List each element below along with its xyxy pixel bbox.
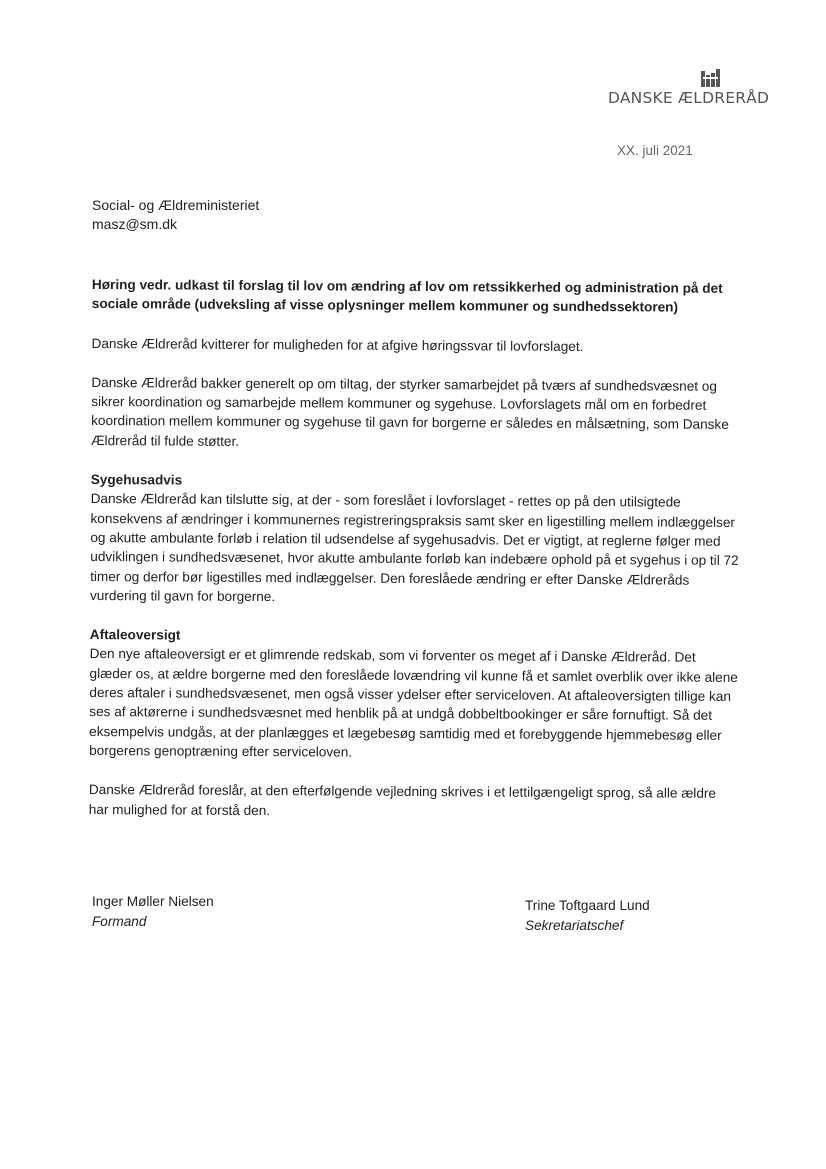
- organization-logo: [608, 68, 768, 107]
- logo-mark-icon: [700, 68, 722, 88]
- signer-name: Trine Toftgaard Lund: [525, 898, 650, 913]
- signature-left: [92, 892, 214, 931]
- signer-role: Sekretariatschef: [525, 917, 624, 933]
- signer-name: Inger Møller Nielsen: [92, 894, 214, 909]
- letter-date: XX. juli 2021: [617, 143, 693, 158]
- signer-role: Formand: [92, 913, 147, 929]
- section-body-sygehusadvis: Danske Ældreråd kan tilslutte sig, at der - som foreslået i lovforslaget - rettes op på den utilsigtede konsekvens af ændringer i kommunernes registreringspraksis samt sker en ligestilling mellem indlæggelser og akutte ambulante forløb i relation til udsendelse af sygehusadvis. Det er vigtigt, at reglerne følger med udviklingen i sundhedsvæsenet, hvor akutte ambulante forløb kan indebære ophold på et sygehus i op til 72 timer og derfor bør ligestilles med indlæggelser. Den foreslåede ændring er efter Danske Ældreråds vurdering til gavn for borgerne.: [89, 491, 739, 604]
- recipient-email: masz@sm.dk: [92, 216, 177, 232]
- signature-block: [92, 892, 692, 952]
- paragraph-1: Danske Ældreråd bakker generelt op om tiltag, der styrker samarbejdet på tværs af sundhedsvæsnet og sikrer koordination og samarbejde mellem kommuner og sygehuse. Lovforslagets mål om en forbedret koordination mellem kommuner og sygehuse til gavn for borgerne er således en målsætning, som Danske Ældreråd til fulde støtter.: [90, 374, 729, 449]
- section-body-aftaleoversigt: Den nye aftaleoversigt er et glimrende redskab, som vi forventer os meget af i Danske Ældreråd. Det glæder os, at ældre borgerne med den foreslåede lovændring vil kunne få et samlet overblik over ikke alene deres aftaler i sundhedsvæsenet, men også visser ydelser efter serviceloven. At aftaleoversigten tillige kan ses af aktørerne i sundhedsvæsnet med henblik på at undgå dobbeltbookinger er såre fornuftigt. Så det eksempelvis undgås, at der planlægges et lægebesøg samtidig med et forebyggende hjemmebesøg eller borgerens genoptræning efter serviceloven.: [89, 646, 738, 760]
- intro-paragraph: Danske Ældreråd kvitterer for muligheden for at afgive høringssvar til lovforslaget.: [91, 335, 584, 354]
- signature-right: [525, 896, 650, 935]
- closing-paragraph: Danske Ældreråd foreslår, at den efterfølgende vejledning skrives i et lettilgængeligt sprog, så alle ældre har mulighed for at forstå den.: [88, 782, 717, 818]
- recipient-block: [92, 196, 259, 234]
- logo-text: DANSKE ÆLDRERÅD: [608, 89, 770, 107]
- recipient-name: Social- og Ældreministeriet: [92, 197, 260, 213]
- letter-body: [89, 275, 742, 823]
- section-heading-sygehusadvis: Sygehusadvis: [90, 472, 183, 488]
- section-heading-aftaleoversigt: Aftaleoversigt: [89, 627, 181, 643]
- letter-subject: Høring vedr. udkast til forslag til lov om ændring af lov om retssikkerhed og administration på det sociale område (udveksling af visse oplysninger mellem kommuner og sundhedssektoren): [91, 276, 723, 315]
